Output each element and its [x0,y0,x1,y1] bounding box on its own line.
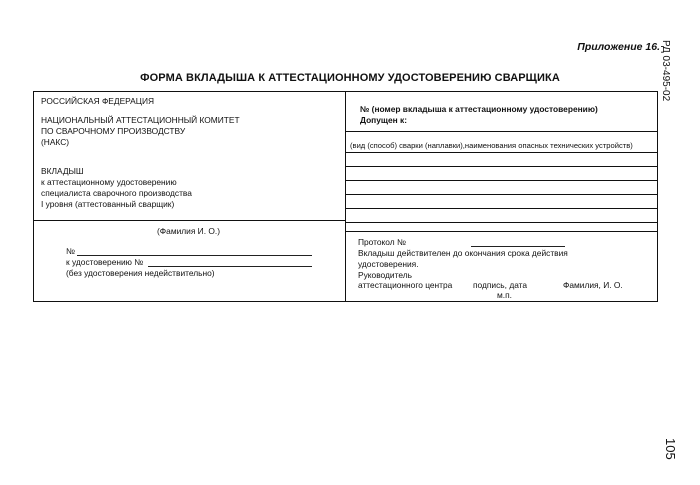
frame-right [657,91,658,302]
appendix-label: Приложение 16. [577,41,660,53]
name-label: Фамилия, И. О. [563,280,623,290]
center-label: аттестационного центра [358,280,453,290]
certificate-number-field[interactable] [148,266,312,267]
organization-line-2: ПО СВАРОЧНОМУ ПРОИЗВОДСТВУ [41,126,186,136]
country-label: РОССИЙСКАЯ ФЕДЕРАЦИЯ [41,96,155,106]
validity-line-1: Вкладыш действителен до окончания срока действия [358,248,568,258]
admitted-line-6[interactable] [345,208,658,209]
admitted-line-2[interactable] [345,152,658,153]
welding-kind-hint: (вид (способ) сварки (наплавки),наименования опасных технических устройств) [350,141,633,150]
left-divider [33,220,346,221]
admitted-label: Допущен к: [360,115,407,125]
insert-line-3: I уровня (аттестованный сварщик) [41,199,175,209]
frame-middle [345,91,346,302]
admitted-line-5[interactable] [345,194,658,195]
document-code: РД 03-495-02 [660,40,671,102]
right-divider [345,231,658,232]
insert-title: ВКЛАДЫШ [41,166,84,176]
stamp-label: м.п. [497,290,512,300]
insert-line-2: специалиста сварочного производства [41,188,192,198]
insert-number-line: № (номер вкладыша к аттестационному удостоверению) [360,104,598,114]
certificate-number-label: к удостоверению № [66,257,144,267]
insert-line-1: к аттестационному удостоверению [41,177,177,187]
signature-date-label: подпись, дата [473,280,528,290]
head-label: Руководитель [358,270,412,280]
frame-left [33,91,34,302]
protocol-number-field[interactable] [471,246,565,247]
admitted-line-4[interactable] [345,180,658,181]
form-title: ФОРМА ВКЛАДЫША К АТТЕСТАЦИОННОМУ УДОСТОВЕРЕНИЮ СВАРЩИКА [140,72,560,84]
admitted-line-7[interactable] [345,222,658,223]
admitted-line-1 [345,131,658,132]
invalid-note: (без удостоверения недействительно) [66,268,215,278]
number-field[interactable] [77,255,312,256]
name-hint: (Фамилия И. О.) [157,226,220,236]
page-number: 105 [663,438,678,460]
organization-abbr: (НАКС) [41,137,70,147]
number-label: № [66,246,75,256]
organization-line-1: НАЦИОНАЛЬНЫЙ АТТЕСТАЦИОННЫЙ КОМИТЕТ [41,115,240,125]
protocol-label: Протокол № [358,237,406,247]
validity-line-2: удостоверения. [358,259,419,269]
admitted-line-3[interactable] [345,166,658,167]
